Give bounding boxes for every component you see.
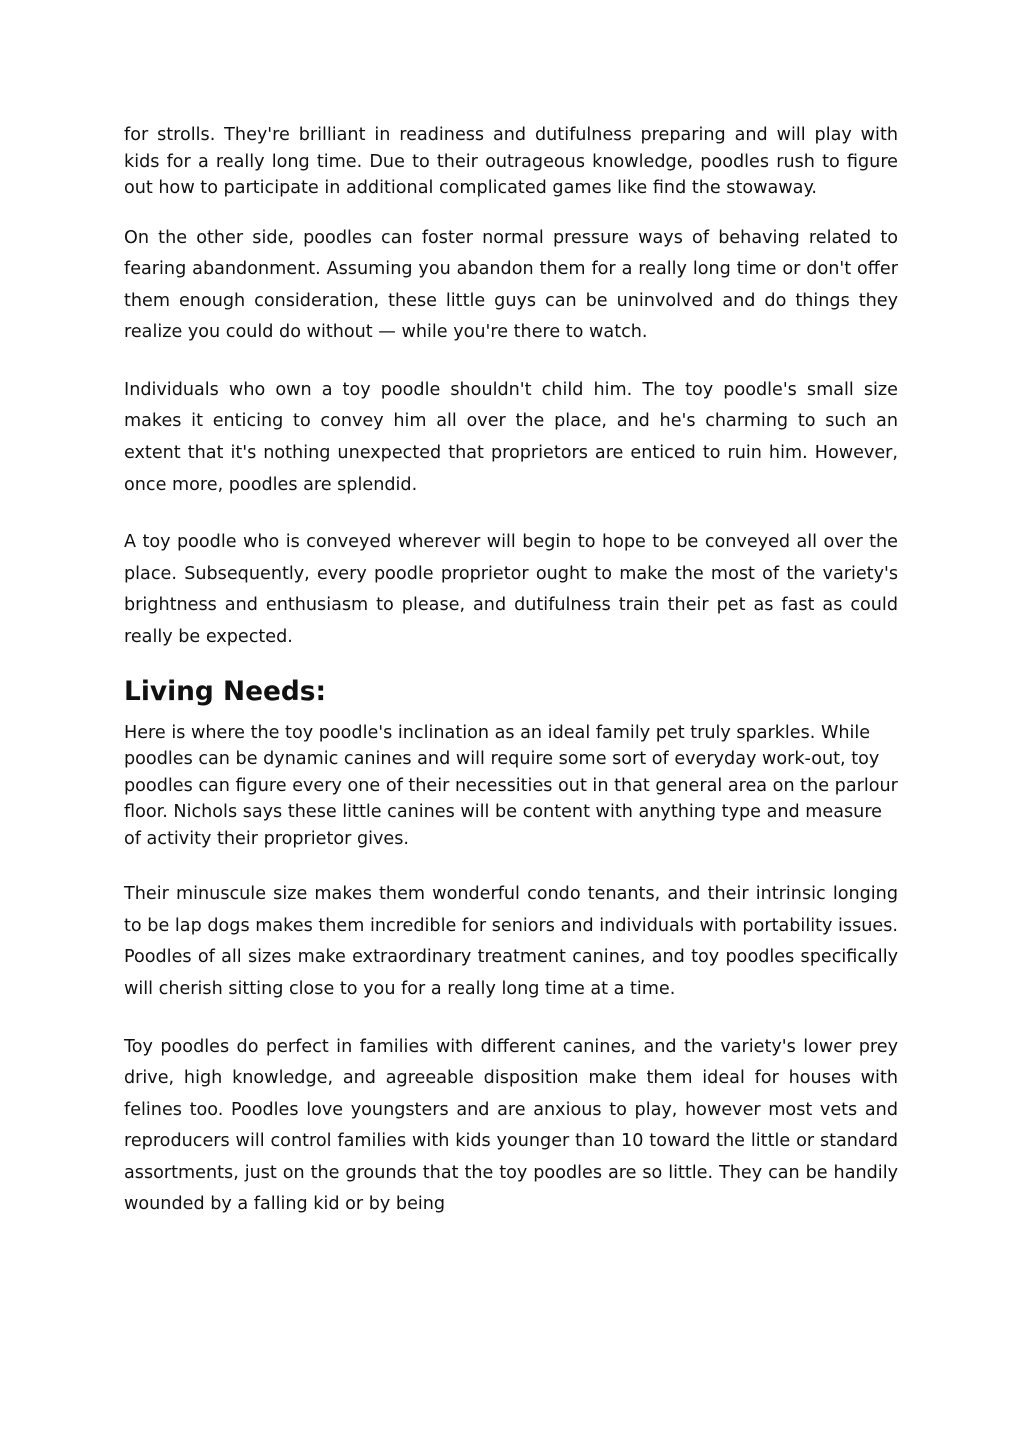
paragraph-conveyed: A toy poodle who is conveyed wherever will begin to hope to be conveyed all over the place. Subsequently, every poodle proprietor ought to make the most of the variety's brightness and enthusiasm to please, and dutifulness train their pet as fast as could really be expected.: [124, 532, 898, 648]
section-heading-living-needs: Living Needs:: [124, 675, 327, 707]
paragraph-individuals: Individuals who own a toy poodle shouldn't child him. The toy poodle's small size makes it enticing to convey him all over the place, and he's charming to such an extent that it's nothing unexpected that proprietors are enticed to ruin him. However, once more, poodles are splendid.: [124, 379, 898, 495]
paragraph-family-pet: Here is where the toy poodle's inclination as an ideal family pet truly sparkles. While poodles can be dynamic canines and will require some sort of everyday work-out, toy poodles can figure every one of their necessities out in that general area on the parlour floor. Nichols says these little canines will be content with anything type and measure of activity their proprietor gives.: [124, 722, 898, 849]
paragraph-other-side: On the other side, poodles can foster normal pressure ways of behaving related to fearing abandonment. Assuming you abandon them for a really long time or don't offer them enough consideration, these little guys can be uninvolved and do things they realize you could do without — while you're there to watch.: [124, 227, 898, 343]
paragraph-minuscule-size: Their minuscule size makes them wonderful condo tenants, and their intrinsic longing to be lap dogs makes them incredible for seniors and individuals with portability issues. Poodles of all sizes make extraordinary treatment canines, and toy poodles specifically will cherish sitting close to you for a really long time at a time.: [124, 884, 898, 999]
paragraph-strolls: for strolls. They're brilliant in readiness and dutifulness preparing and will play with kids for a really long time. Due to their outrageous knowledge, poodles rush to figure out how to participate in additional complicated games like find the stowaway.: [124, 125, 898, 198]
paragraph-families: Toy poodles do perfect in families with different canines, and the variety's lower prey drive, high knowledge, and agreeable disposition make them ideal for houses with felines too. Poodles love youngsters and are anxious to play, however most vets and reproducers will control families with kids younger than 10 toward the little or standard assortments, just on the grounds that the toy poodles are so little. They can be handily wounded by a falling kid or by being: [124, 1036, 898, 1215]
document-page: [124, 122, 898, 1221]
